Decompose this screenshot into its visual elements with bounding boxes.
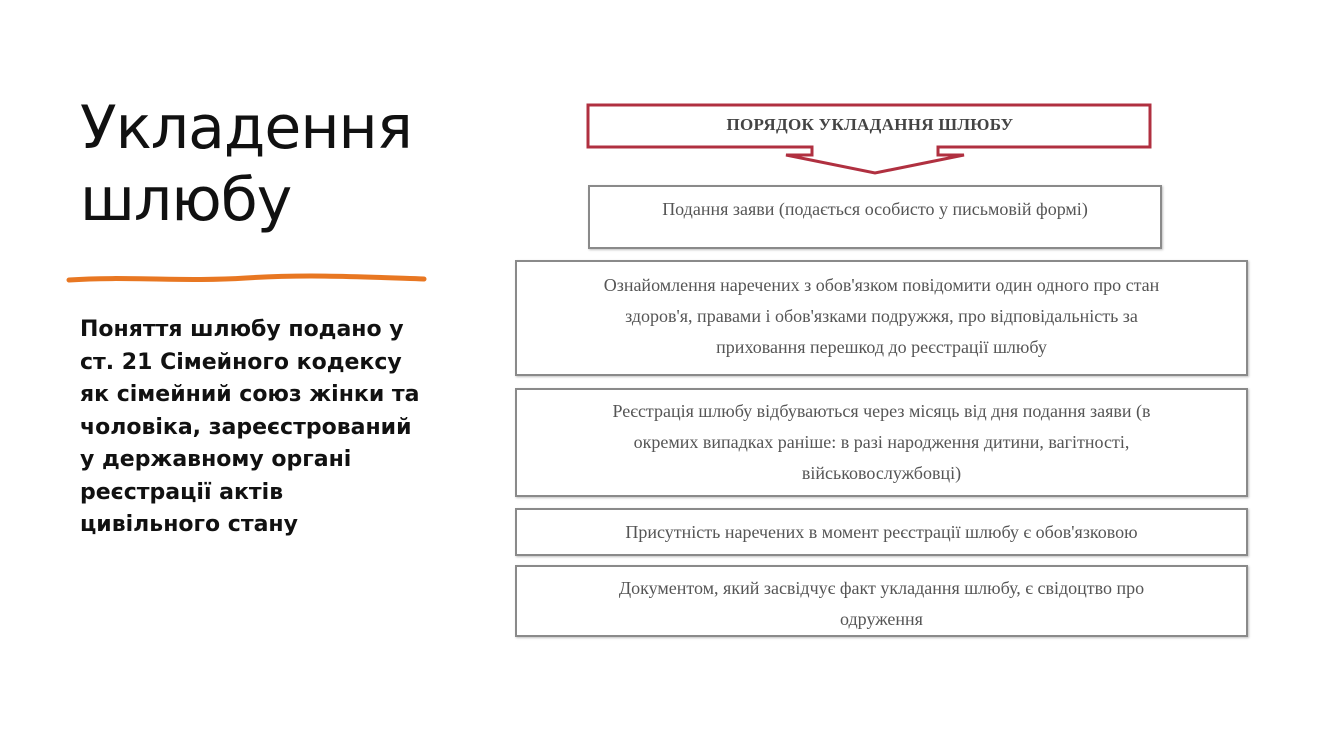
title-accent-underline xyxy=(66,272,428,286)
step-text-line: Присутність наречених в момент реєстрації шлюбу є обов'язковою xyxy=(625,522,1138,542)
step-text-line: Подання заяви (подається особисто у письмовій формі) xyxy=(662,199,1088,219)
step-text-line: Документом, який засвідчує факт укладання шлюбу, є свідоцтво про xyxy=(618,578,1145,598)
title-line: шлюбу xyxy=(80,165,292,235)
body-line: Поняття шлюбу подано у xyxy=(80,317,404,342)
step-text-line: Ознайомлення наречених з обов'язком повідомити один одного про стан xyxy=(603,275,1160,295)
procedure-step-box xyxy=(515,508,1248,556)
step-text-line: окремих випадках раніше: в разі народження дитини, вагітності, xyxy=(633,432,1130,452)
header-arrow-shape xyxy=(580,95,1160,177)
procedure-step-box xyxy=(588,185,1162,249)
slide-title xyxy=(80,92,460,236)
step-text-line: одруження xyxy=(840,609,923,629)
body-line: цивільного стану xyxy=(80,512,298,537)
step-text-line: військовослужбовці) xyxy=(801,463,962,483)
body-line: реєстрації актів xyxy=(80,479,284,505)
body-line: чоловіка, зареєстрований xyxy=(80,414,412,440)
step-text-line: приховання перешкод до реєстрації шлюбу xyxy=(716,337,1047,357)
slide-body-text xyxy=(80,314,450,542)
body-line: у державному органі xyxy=(80,447,352,472)
title-line: Укладення xyxy=(80,93,412,163)
body-line: як сімейний союз жінки та xyxy=(80,382,420,407)
procedure-step-box xyxy=(515,388,1248,497)
diagram-header: ПОРЯДОК УКЛАДАННЯ ШЛЮБУ xyxy=(726,115,1014,134)
step-text-line: здоров'я, правами і обов'язками подружжя, про відповідальність за xyxy=(625,306,1138,326)
body-line: ст. 21 Сімейного кодексу xyxy=(80,349,402,375)
marriage-procedure-diagram xyxy=(500,95,1260,645)
procedure-step-box xyxy=(515,260,1248,376)
procedure-step-box xyxy=(515,565,1248,637)
step-text-line: Реєстрація шлюбу відбуваються через місяць від дня подання заяви (в xyxy=(612,401,1151,421)
